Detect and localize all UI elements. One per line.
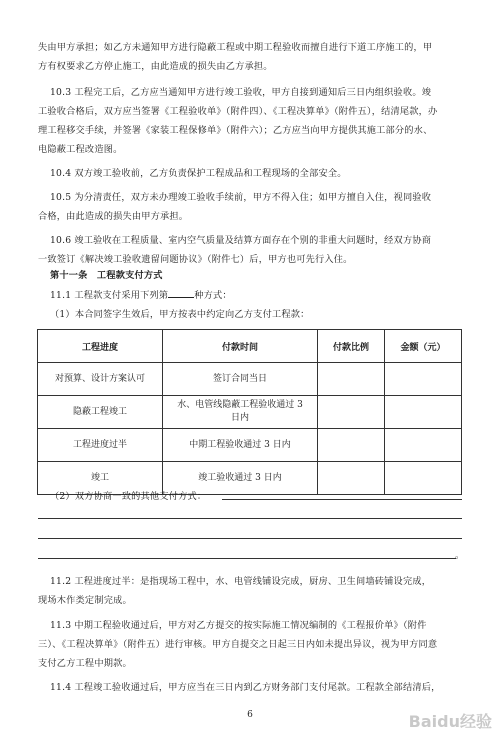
paragraph-line: 工验收合格后，双方应当签署《工程验收单》（附件四）、《工程决算单》（附件五），结清尾款，办 bbox=[38, 106, 438, 117]
cell-amount[interactable] bbox=[385, 363, 462, 396]
header-stage: 工程进度 bbox=[38, 330, 163, 363]
clause-11-3: 11.3 中期工程验收通过后，甲方对乙方提交的按实际施工情况编制的《工程报价单》（附件 bbox=[50, 620, 427, 631]
paragraph-line: 支付乙方工程中期款。 bbox=[38, 658, 132, 669]
page-number: 6 bbox=[247, 710, 253, 720]
table-row bbox=[38, 396, 462, 429]
cell-amount[interactable] bbox=[385, 396, 462, 429]
cell-stage: 隐蔽工程竣工 bbox=[38, 396, 163, 429]
paragraph-line: 理工程移交手续，并签署《家装工程保修单》（附件六）；乙方应当向甲方提供其施工部分的水、 bbox=[38, 125, 433, 136]
cell-time: 水、电管线隐蔽工程验收通过 3 日内 bbox=[163, 396, 318, 429]
fill-in-line[interactable] bbox=[222, 499, 462, 500]
cell-stage: 工程进度过半 bbox=[38, 429, 163, 462]
clause-10-4: 10.4 双方竣工验收前，乙方负责保护工程成品和工程现场的全部安全。 bbox=[50, 168, 347, 179]
end-period: 。 bbox=[455, 550, 465, 561]
payment-method-1: （1）本合同签字生效后，甲方按表中约定向乙方支付工程款： bbox=[50, 309, 310, 320]
paragraph-line: 一致签订《解决竣工验收遗留问题协议》（附件七）后，甲方也可先行入住。 bbox=[38, 254, 353, 265]
payment-table bbox=[37, 329, 462, 495]
cell-ratio[interactable] bbox=[318, 363, 385, 396]
watermark-logo: Baidu经验 bbox=[408, 712, 492, 731]
clause-11-1 bbox=[50, 286, 474, 305]
fill-in-line[interactable] bbox=[38, 558, 456, 559]
table-row bbox=[38, 429, 462, 462]
table-row bbox=[38, 363, 462, 396]
fill-in-line[interactable] bbox=[38, 538, 462, 539]
cell-time: 竣工验收通过 3 日内 bbox=[163, 462, 318, 495]
clause-10-3: 10.3 工程完工后，乙方应当通知甲方进行竣工验收，甲方自接到通知后三日内组织验收。竣 bbox=[50, 87, 432, 98]
section-title: 第十一条 工程款支付方式 bbox=[50, 270, 163, 281]
fill-in-line[interactable] bbox=[38, 518, 462, 519]
clause-11-4: 11.4 工程竣工验收通过后，甲方应当在三日内到乙方财务部门支付尾款。工程款全部结清后， bbox=[50, 682, 441, 693]
payment-method-2: （2）双方协商一致的其他支付方式： bbox=[50, 491, 207, 502]
cell-ratio[interactable] bbox=[318, 396, 385, 429]
header-ratio: 付款比例 bbox=[318, 330, 385, 363]
header-time: 付款时间 bbox=[163, 330, 318, 363]
paragraph-line: 方有权要求乙方停止施工，由此造成的损失由乙方承担。 bbox=[38, 61, 273, 72]
paragraph-line: 失由甲方承担；如乙方未通知甲方进行隐蔽工程或中期工程验收而擅自进行下道工序施工的，甲 bbox=[38, 42, 433, 53]
cell-time: 中期工程验收通过 3 日内 bbox=[163, 429, 318, 462]
cell-ratio[interactable] bbox=[318, 429, 385, 462]
paragraph-line: 合格，由此造成的损失由甲方承担。 bbox=[38, 211, 189, 222]
table-header-row bbox=[38, 330, 462, 363]
clause-10-5: 10.5 为分清责任，双方未办理竣工验收手续前，甲方不得入住；如甲方擅自入住，视同验收 bbox=[50, 192, 432, 203]
header-amount: 金额（元） bbox=[385, 330, 462, 363]
paragraph-line: 电隐蔽工程改造图。 bbox=[38, 144, 123, 155]
clause-11-1-text: 11.1 工程款支付采用下列第 bbox=[50, 290, 169, 301]
cell-stage: 对预算、设计方案认可 bbox=[38, 363, 163, 396]
clause-11-1-suffix: 种方式： bbox=[194, 290, 232, 301]
cell-time: 签订合同当日 bbox=[163, 363, 318, 396]
paragraph-line: 现场木作类定制完成。 bbox=[38, 595, 132, 606]
clause-10-6: 10.6 竣工验收在工程质量、室内空气质量及结算方面存在个别的非重大问题时，经双方协商 bbox=[50, 235, 432, 246]
paragraph-line: 三）、《工程决算单》（附件五）进行审核。甲方自提交之日起三日内如未提出异议，视为甲方同意 bbox=[38, 639, 438, 650]
option-blank-field[interactable] bbox=[168, 287, 194, 298]
cell-stage: 竣工 bbox=[38, 462, 163, 495]
cell-amount[interactable] bbox=[385, 429, 462, 462]
clause-11-2: 11.2 工程进度过半：是指现场工程中，水、电管线铺设完成，厨房、卫生间墙砖铺设完成， bbox=[50, 576, 432, 587]
